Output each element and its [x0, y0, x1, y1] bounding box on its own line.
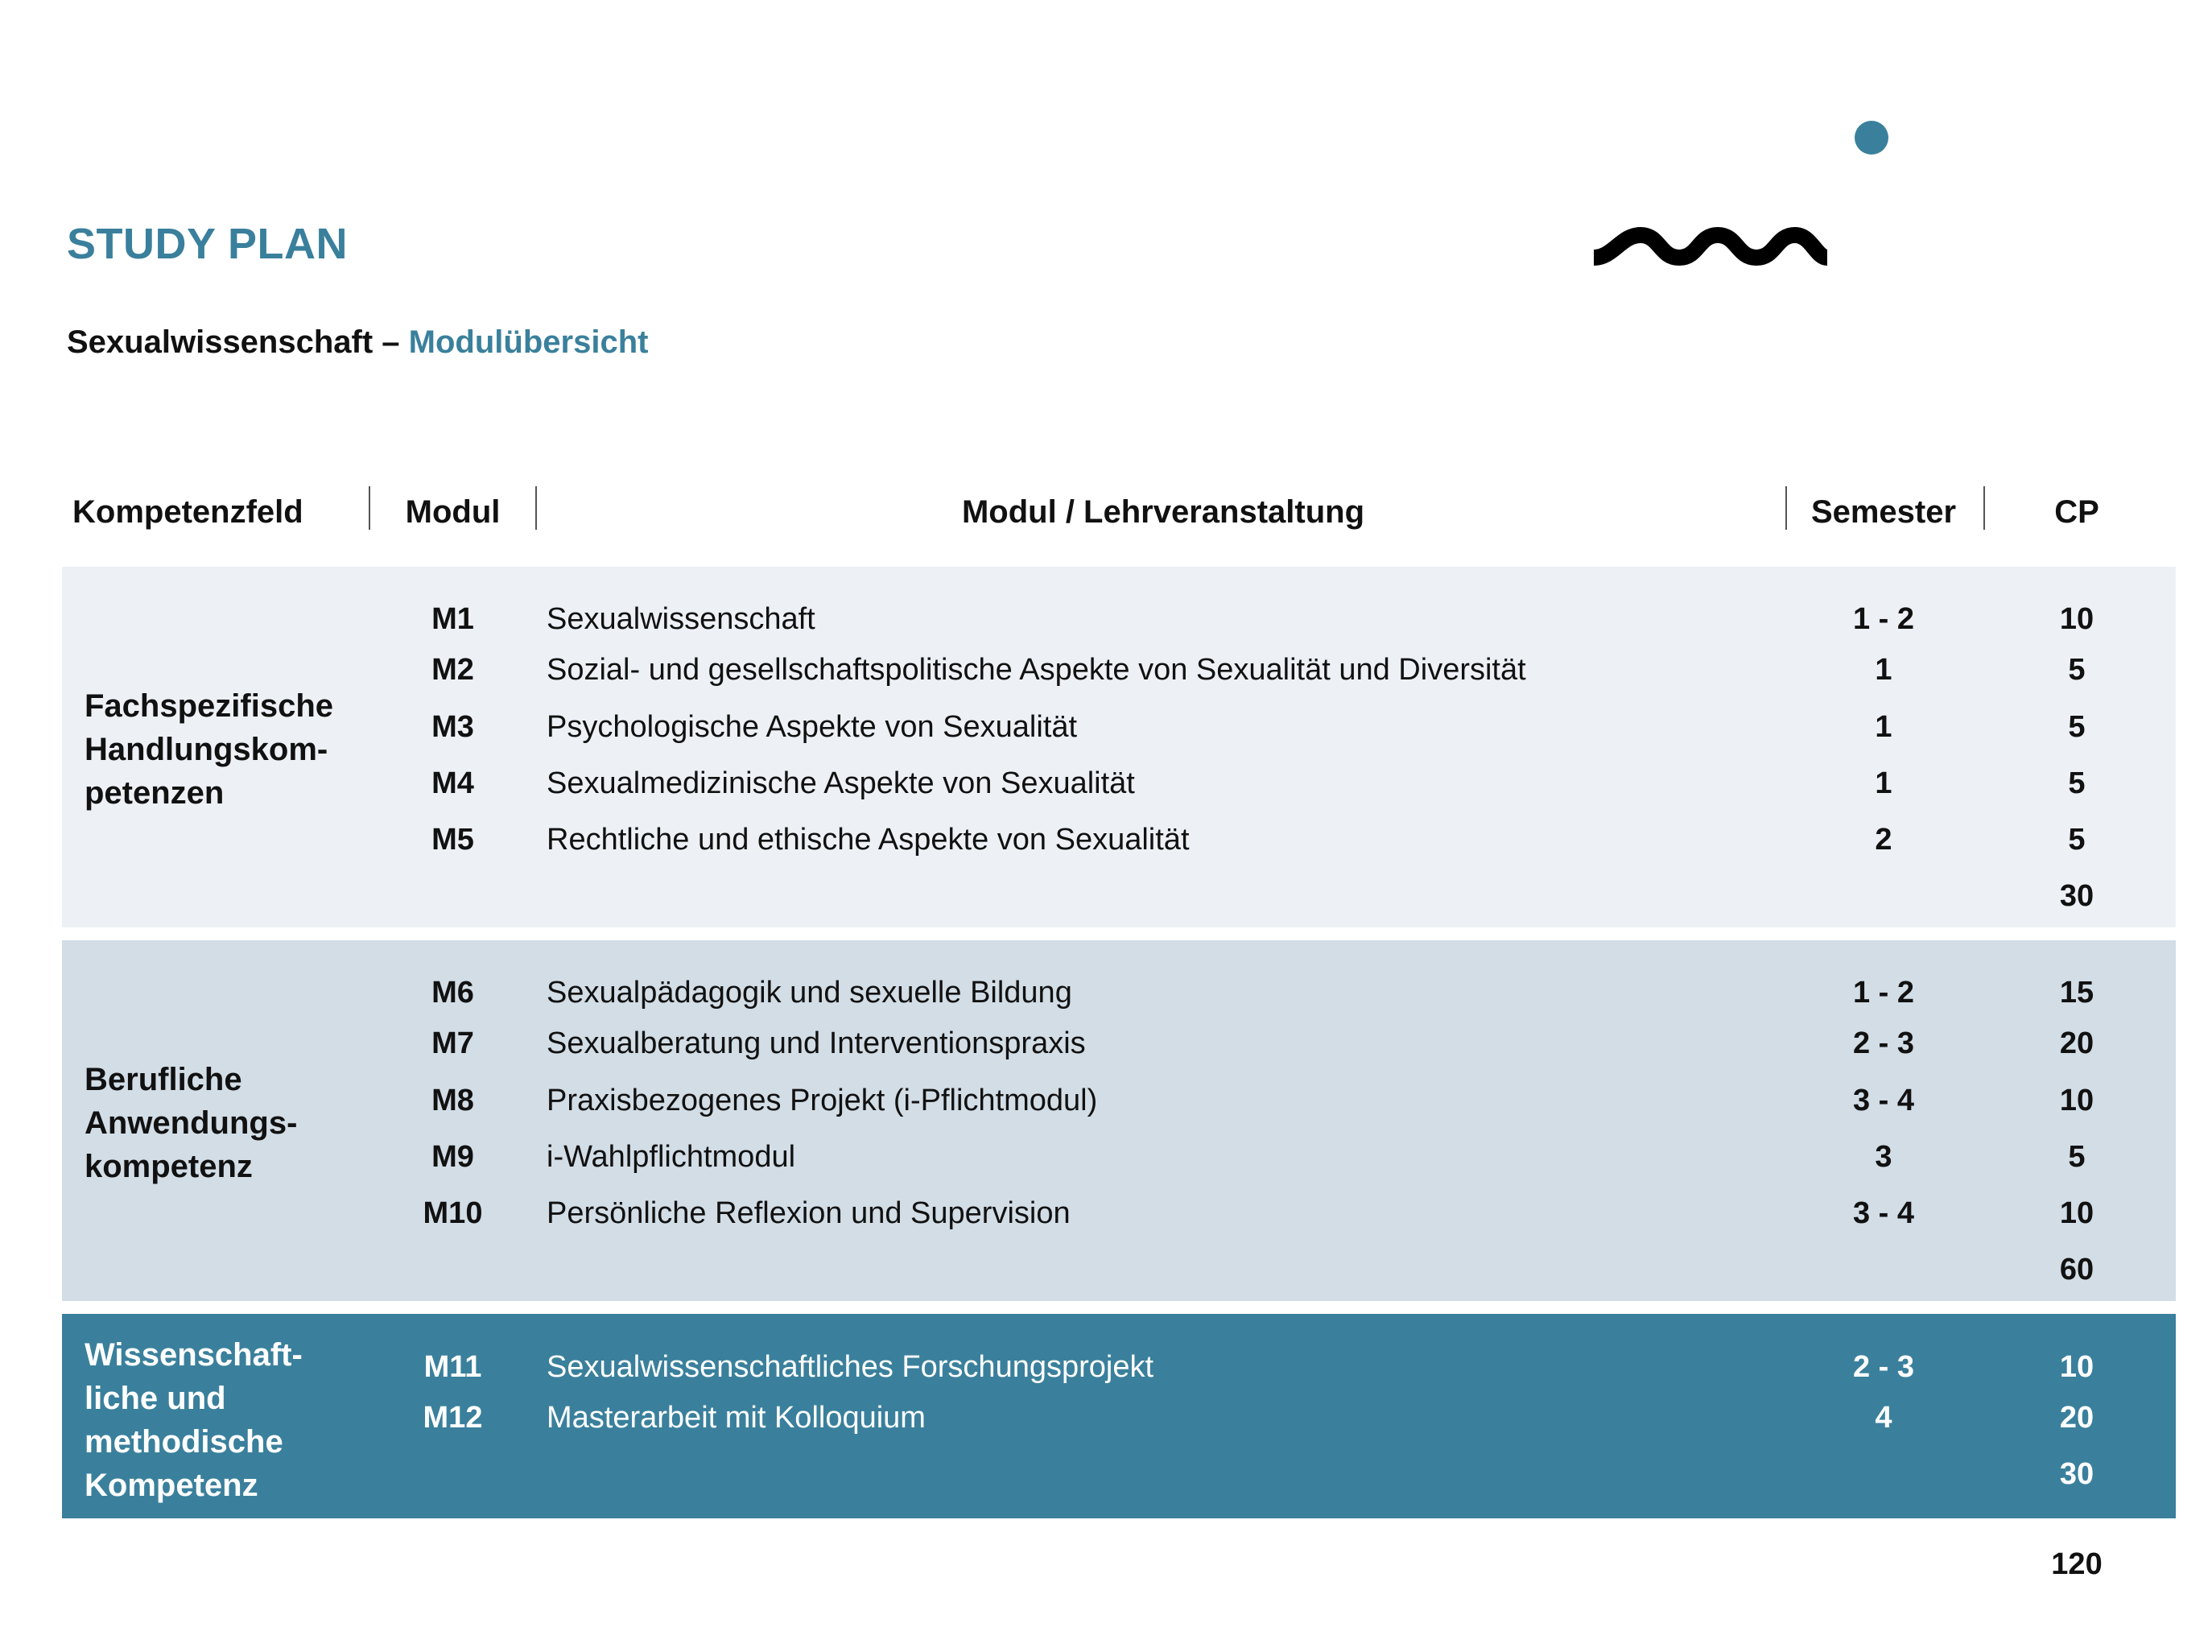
module-semester: 1 - 2 — [1852, 602, 1915, 636]
module-title: Masterarbeit mit Kolloquium — [547, 1401, 926, 1435]
module-semester: 1 - 2 — [1852, 976, 1915, 1010]
page-title: STUDY PLAN — [67, 220, 349, 268]
module-semester: 4 — [1875, 1401, 1892, 1435]
subtitle-accent: Modulübersicht — [408, 324, 649, 360]
wave-icon — [1594, 227, 1827, 269]
module-title: Sozial- und gesellschaftspolitische Aspekte von Sexualität und Diversität — [547, 653, 1526, 687]
module-code: M10 — [423, 1196, 483, 1230]
module-code: M8 — [431, 1084, 474, 1117]
module-title: Sexualmedizinische Aspekte von Sexualität — [547, 766, 1135, 800]
module-code: M3 — [431, 710, 474, 744]
module-code: M2 — [431, 653, 474, 687]
module-semester: 1 — [1875, 766, 1892, 800]
group-field-label: Wissenschaft- liche und methodische Kompetenz — [85, 1337, 303, 1503]
group-field-label: Fachspezifische Handlungskom- petenzen — [85, 688, 334, 811]
group-subtotal: 30 — [2059, 879, 2094, 913]
module-semester: 1 — [1875, 653, 1892, 687]
module-cp: 5 — [2068, 710, 2086, 744]
module-cp: 10 — [2059, 1084, 2094, 1117]
module-code: M7 — [431, 1026, 474, 1060]
module-semester: 3 - 4 — [1852, 1196, 1915, 1230]
module-semester: 2 - 3 — [1852, 1350, 1915, 1384]
column-header-semester: Semester — [1810, 494, 1957, 530]
column-header-field: Kompetenzfeld — [72, 494, 303, 530]
module-title: Praxisbezogenes Projekt (i-Pflichtmodul) — [547, 1084, 1098, 1117]
module-semester: 3 — [1875, 1140, 1892, 1174]
module-semester: 2 - 3 — [1852, 1026, 1915, 1060]
module-code: M12 — [423, 1401, 483, 1435]
group-subtotal: 60 — [2059, 1253, 2094, 1286]
column-header-title: Modul / Lehrveranstaltung — [961, 494, 1365, 530]
column-divider — [1785, 486, 1787, 530]
module-cp: 5 — [2068, 823, 2086, 857]
module-cp: 5 — [2068, 766, 2086, 800]
column-divider — [369, 486, 370, 530]
subtitle-main: Sexualwissenschaft – — [67, 324, 400, 360]
column-header-code: Modul — [405, 494, 501, 530]
module-cp: 5 — [2068, 653, 2086, 687]
group-subtotal: 30 — [2059, 1457, 2094, 1491]
page-subtitle — [67, 324, 648, 361]
module-code: M1 — [431, 602, 474, 636]
column-header-cp: CP — [2054, 494, 2099, 530]
module-semester: 3 - 4 — [1852, 1084, 1915, 1117]
module-title: Sexualberatung und Interventionspraxis — [547, 1026, 1086, 1060]
module-cp: 15 — [2059, 976, 2094, 1010]
module-code: M4 — [431, 766, 474, 800]
module-cp: 5 — [2068, 1140, 2086, 1174]
module-cp: 20 — [2059, 1401, 2094, 1435]
module-code: M11 — [423, 1350, 482, 1384]
module-semester: 2 — [1875, 823, 1892, 857]
group-field-label: Berufliche Anwendungs- kompetenz — [85, 1062, 298, 1184]
module-title: Rechtliche und ethische Aspekte von Sexualität — [547, 823, 1190, 857]
module-title: Sexualpädagogik und sexuelle Bildung — [547, 976, 1072, 1010]
module-code: M5 — [431, 823, 474, 857]
module-title: Psychologische Aspekte von Sexualität — [547, 710, 1078, 744]
module-semester: 1 — [1875, 710, 1892, 744]
module-cp: 10 — [2059, 1350, 2094, 1384]
column-divider — [1983, 486, 1985, 530]
dot-icon — [1855, 121, 1888, 155]
module-code: M9 — [431, 1140, 474, 1174]
module-title: Persönliche Reflexion und Supervision — [547, 1196, 1071, 1230]
module-cp: 10 — [2059, 602, 2094, 636]
module-cp: 10 — [2059, 1196, 2094, 1230]
module-title: i-Wahlpflichtmodul — [547, 1140, 796, 1174]
module-cp: 20 — [2059, 1026, 2094, 1060]
grand-total: 120 — [2051, 1547, 2103, 1581]
module-code: M6 — [431, 976, 474, 1010]
column-divider — [535, 486, 537, 530]
module-title: Sexualwissenschaftliches Forschungsprojekt — [547, 1350, 1154, 1384]
module-title: Sexualwissenschaft — [547, 602, 815, 636]
